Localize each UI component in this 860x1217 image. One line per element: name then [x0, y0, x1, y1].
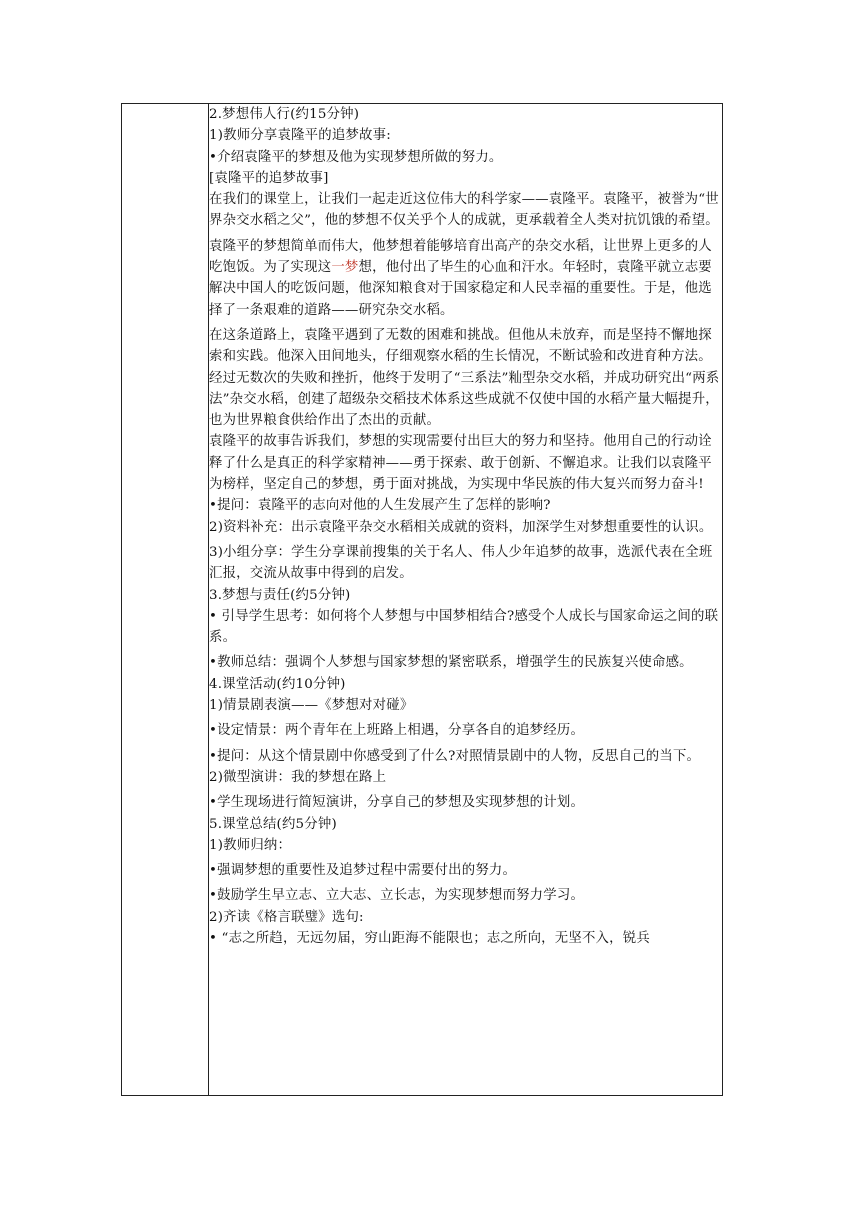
- subsection-heading: 2)微型演讲：我的梦想在路上: [209, 769, 387, 785]
- bullet-item: • 引导学生思考：如何将个人梦想与中国梦相结合?感受个人成长与国家命运之间的联系。: [209, 608, 719, 646]
- table-content-cell: [209, 104, 723, 1096]
- subsection-heading: 1)教师分享袁隆平的追梦故事:: [209, 128, 391, 144]
- story-text: 想，他付出了毕生的心血和汗水。年轻时，袁隆平就立志要解决中国人的吃饭问题，他深知粮食对于国家稳定和人民幸福的重要性。于是，他选择了一条艰难的道路——研究杂交水稻。: [209, 260, 712, 318]
- lesson-plan-table: [121, 103, 723, 1096]
- story-paragraph: 袁隆平的故事告诉我们，梦想的实现需要付出巨大的努力和坚持。他用自己的行动诠释了什么是真正的科学家精神——勇于探索、敢于创新、不懈追求。让我们以袁隆平为榜样，坚定自己的梦想，勇于面对挑战，为实现中华民族的伟大复兴而努力奋斗!: [209, 434, 712, 493]
- section-heading: 2.梦想伟人行(约15分钟): [209, 107, 360, 122]
- story-title: [袁隆平的追梦故事]: [209, 170, 329, 186]
- bullet-item: •提问：从这个情景剧中你感受到了什么?对照情景剧中的人物，反思自己的当下。: [209, 748, 701, 764]
- bullet-item: •介绍袁隆平的梦想及他为实现梦想所做的努力。: [209, 149, 503, 165]
- subsection-heading: 1)教师归纳：: [209, 837, 292, 853]
- bullet-item: •教师总结：强调个人梦想与国家梦想的紧密联系，增强学生的民族复兴使命感。: [209, 655, 693, 671]
- list-item: 2)资料补充：出示袁隆平杂交水稻相关成就的资料，加深学生对梦想重要性的认识。: [209, 519, 713, 535]
- story-paragraph: 在这条道路上，袁隆平遇到了无数的困难和挑战。但他从未放弃，而是坚持不懈地探索和实践。他深入田间地头，仔细观察水稻的生长情况，不断试验和改进育种方法。经过无数次的失败和挫折，他终于发明了“三系法”籼型杂交水稻，并成功研究出“两系法”杂交水稻，创建了超级杂交稻技术体系这些成就不仅使中国的水稻产量大幅提升，也为世界粮食供给作出了杰出的贡献。: [209, 327, 720, 429]
- subsection-heading: 1)情景剧表演——《梦想对对碰》: [209, 698, 414, 714]
- bullet-item: •学生现场进行简短演讲，分享自己的梦想及实现梦想的计划。: [209, 795, 585, 811]
- bullet-item: •提问：袁隆平的志向对他的人生发展产生了怎样的影响?: [209, 498, 551, 514]
- table-left-column: [122, 104, 209, 1096]
- section-heading: 5.课堂总结(约5分钟): [209, 816, 337, 832]
- story-text: 袁隆平的梦想简单而伟大，他梦想着能够培育出高产的杂交水稻，让世界上更多的人吃饱饭。为了实现这: [209, 238, 712, 276]
- bullet-item: •设定情景：两个青年在上班路上相遇，分享各自的追梦经历。: [209, 723, 585, 739]
- section-heading: 3.梦想与责任(约5分钟): [209, 587, 351, 603]
- story-paragraph: [209, 236, 722, 321]
- list-item: 3)小组分享：学生分享课前搜集的关于名人、伟人少年追梦的故事，选派代表在全班汇报，交流从故事中得到的启发。: [209, 544, 713, 582]
- bullet-item: •鼓励学生早立志、立大志、立长志，为实现梦想而努力学习。: [209, 888, 585, 904]
- highlighted-text: 一梦: [331, 260, 359, 276]
- section-heading: 4.课堂活动(约10分钟): [209, 676, 346, 692]
- subsection-heading: 2)齐读《格言联璧》选句:: [209, 909, 364, 925]
- bullet-item: •强调梦想的重要性及追梦过程中需要付出的努力。: [209, 863, 517, 879]
- story-paragraph: 在我们的课堂上，让我们一起走近这位伟大的科学家——袁隆平。袁隆平，被誉为“世界杂交水稻之父”，他的梦想不仅关乎个人的成就，更承载着全人类对抗饥饿的希望。: [209, 192, 719, 229]
- quote-item: • “志之所趋，无远勿届，穷山距海不能限也；志之所向，无坚不入，锐兵: [209, 930, 650, 946]
- lesson-content: [209, 104, 722, 949]
